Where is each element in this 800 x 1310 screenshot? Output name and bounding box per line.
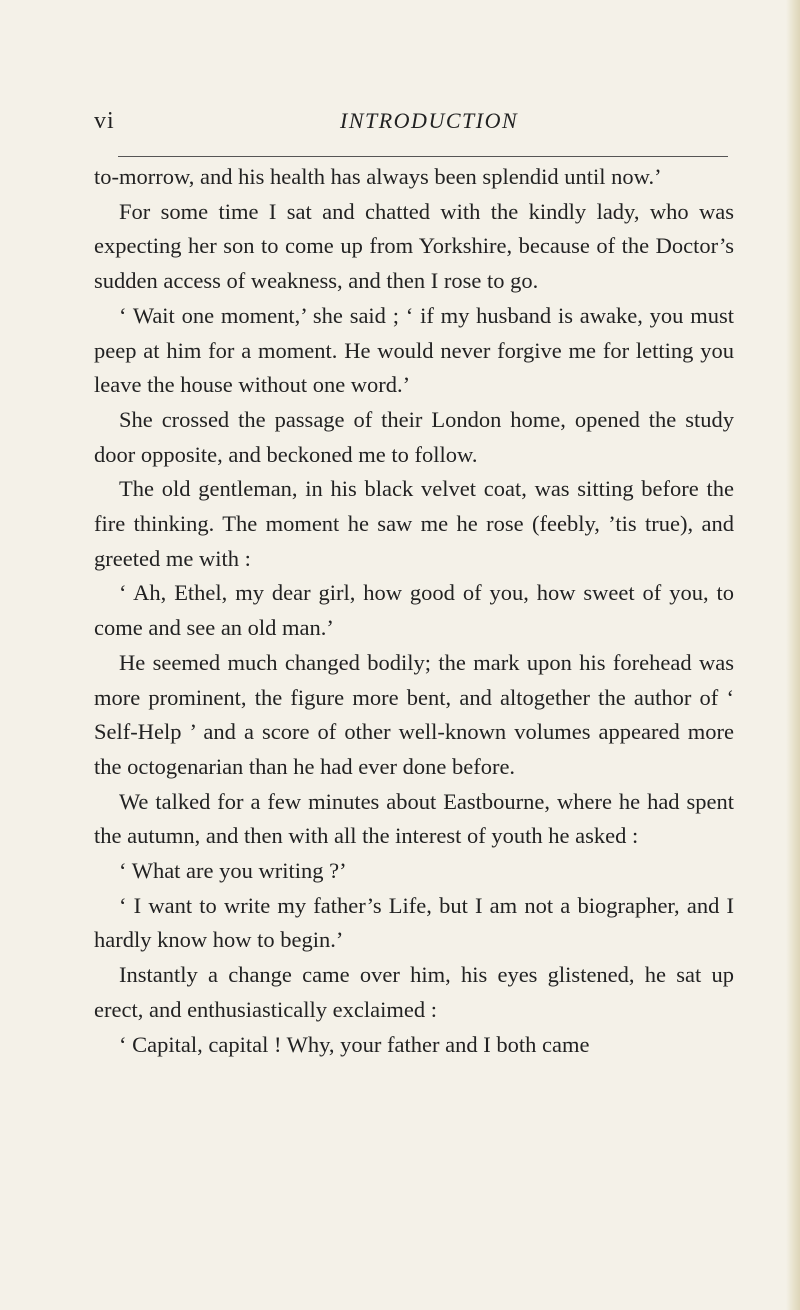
paragraph: For some time I sat and chatted with the kindly lady, who was expecting her son to come up from Yorkshire, because of the Doctor’s sudden access of weakness, and then I rose to go. <box>94 198 734 294</box>
paragraph: Instantly a change came over him, his eyes glistened, he sat up erect, and enthusiastically exclaimed : <box>94 962 734 1022</box>
header-rule <box>118 156 728 157</box>
paragraph: to-morrow, and his health has always been splendid until now.’ <box>94 164 662 189</box>
running-title: INTRODUCTION <box>340 108 519 133</box>
paragraph: ‘ Ah, Ethel, my dear girl, how good of you, how sweet of you, to come and see an old man.’ <box>94 580 734 641</box>
paragraph: The old gentleman, in his black velvet coat, was sitting before the fire thinking. The moment he saw me he rose (feebly, ’tis true), and greeted me with : <box>94 476 734 571</box>
paragraph: He seemed much changed bodily; the mark upon his forehead was more prominent, the figure more bent, and altogether the author of ‘ Self-Help ’ and a score of other well-known volumes appeared more the octogenarian than he had ever done before. <box>94 649 734 779</box>
body-text <box>94 160 734 1062</box>
paragraph: ‘ Capital, capital ! Why, your father and I both came <box>119 1031 590 1057</box>
paragraph: ‘ I want to write my father’s Life, but I am not a biographer, and I hardly know how to begin.’ <box>94 892 734 953</box>
paragraph: ‘ What are you writing ?’ <box>119 858 347 884</box>
paragraph: ‘ Wait one moment,’ she said ; ‘ if my husband is awake, you must peep at him for a moment. He would never forgive me for letting you leave the house without one word.’ <box>94 302 734 398</box>
paragraph: She crossed the passage of their London home, opened the study door opposite, and beckoned me to follow. <box>94 406 734 467</box>
page-number: vi <box>94 108 115 134</box>
page-header <box>94 108 728 148</box>
page-edge-shadow <box>786 0 800 1310</box>
paragraph: We talked for a few minutes about Eastbourne, where he had spent the autumn, and then with all the interest of youth he asked : <box>94 788 734 849</box>
